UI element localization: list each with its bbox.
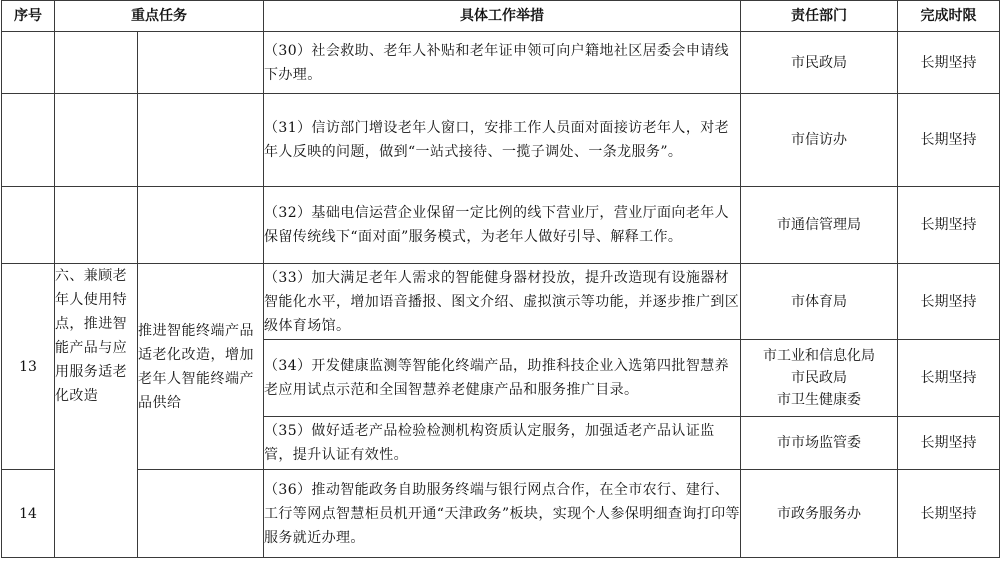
deadline-cell: 长期坚持 <box>898 32 1000 94</box>
dept-cell: 市体育局 <box>741 264 898 340</box>
deadline-cell: 长期坚持 <box>898 470 1000 558</box>
dept-line: 市民政局 <box>791 370 847 386</box>
deadline-cell: 长期坚持 <box>898 187 1000 264</box>
table-row <box>2 94 1000 187</box>
table-row <box>2 187 1000 264</box>
header-task: 重点任务 <box>55 1 264 32</box>
dept-cell: 市政务服务办 <box>741 470 898 558</box>
task-cell: 推进智能终端产品适老化改造，增加老年人智能终端产品供给 <box>138 264 264 470</box>
task-cell <box>138 94 264 187</box>
number-cell: 13 <box>2 264 55 470</box>
measure-cell: （30）社会救助、老年人补贴和老年证申领可向户籍地社区居委会申请线下办理。 <box>264 32 741 94</box>
category-cell <box>55 187 138 264</box>
measure-cell: （36）推动智能政务自助服务终端与银行网点合作，在全市农行、建行、工行等网点智慧柜员机开通“天津政务”板块，实现个人参保明细查询打印等服务就近办理。 <box>264 470 741 558</box>
measure-cell: （33）加大满足老年人需求的智能健身器材投放，提升改造现有设施器材智能化水平，增加语音播报、图文介绍、虚拟演示等功能，并逐步推广到区级体育场馆。 <box>264 264 741 340</box>
number-cell <box>2 32 55 94</box>
dept-line: 市卫生健康委 <box>777 392 861 408</box>
header-dept: 责任部门 <box>741 1 898 32</box>
table-row <box>2 264 1000 340</box>
dept-cell <box>741 340 898 417</box>
header-measure: 具体工作举措 <box>264 1 741 32</box>
category-cell: 六、兼顾老年人使用特点，推进智能产品与应用服务适老化改造 <box>55 264 138 558</box>
dept-cell: 市通信管理局 <box>741 187 898 264</box>
task-cell <box>138 32 264 94</box>
task-cell <box>138 187 264 264</box>
measure-cell: （31）信访部门增设老年人窗口，安排工作人员面对面接访老年人，对老年人反映的问题，做到“一站式接待、一揽子调处、一条龙服务”。 <box>264 94 741 187</box>
header-row <box>2 1 1000 32</box>
number-cell: 14 <box>2 470 55 558</box>
number-cell <box>2 187 55 264</box>
task-cell <box>138 470 264 558</box>
category-cell <box>55 32 138 94</box>
category-cell <box>55 94 138 187</box>
measure-cell: （35）做好适老产品检验检测机构资质认定服务，加强适老产品认证监管，提升认证有效性。 <box>264 417 741 470</box>
deadline-cell: 长期坚持 <box>898 94 1000 187</box>
dept-cell: 市信访办 <box>741 94 898 187</box>
deadline-cell: 长期坚持 <box>898 417 1000 470</box>
header-no: 序号 <box>2 1 55 32</box>
table-row <box>2 32 1000 94</box>
measure-cell: （34）开发健康监测等智能化终端产品，助推科技企业入选第四批智慧养老应用试点示范和全国智慧养老健康产品和服务推广目录。 <box>264 340 741 417</box>
number-cell <box>2 94 55 187</box>
deadline-cell: 长期坚持 <box>898 340 1000 417</box>
measure-cell: （32）基础电信运营企业保留一定比例的线下营业厅，营业厅面向老年人保留传统线下“面对面”服务模式，为老年人做好引导、解释工作。 <box>264 187 741 264</box>
measures-table <box>1 0 1000 558</box>
deadline-cell: 长期坚持 <box>898 264 1000 340</box>
header-deadline: 完成时限 <box>898 1 1000 32</box>
dept-cell: 市民政局 <box>741 32 898 94</box>
dept-cell: 市市场监管委 <box>741 417 898 470</box>
table-row <box>2 470 1000 558</box>
dept-line: 市工业和信息化局 <box>763 348 875 364</box>
